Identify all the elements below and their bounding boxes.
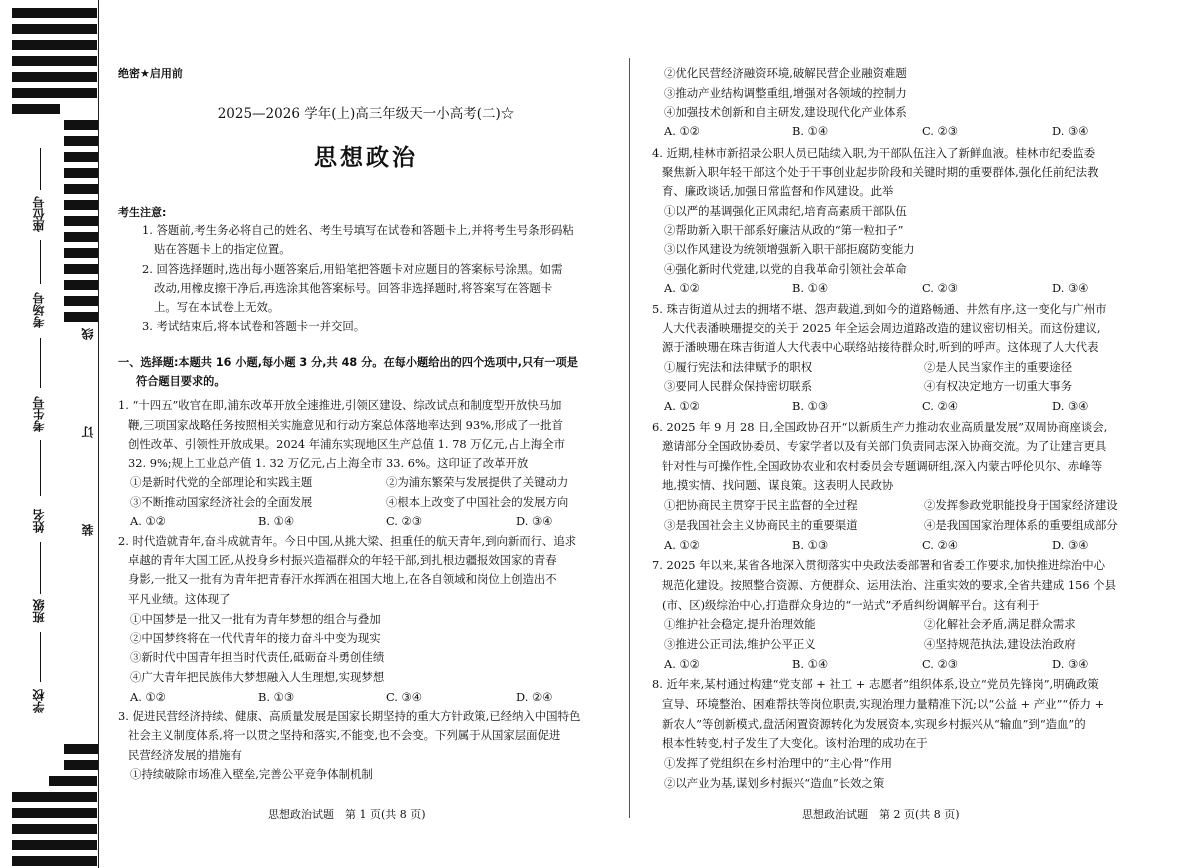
answer-choice: B. ①④ bbox=[258, 514, 295, 528]
notice-line: 上。写在本试卷上无效。 bbox=[154, 300, 280, 314]
subject-title: 思想政治 bbox=[314, 145, 418, 171]
question-7-stem: 规范化建设。按照整合资源、方便群众、运用法治、注重实效的要求,全省共建成 156 个县 bbox=[662, 578, 1117, 592]
fill-line bbox=[40, 338, 41, 388]
answer-choice: A. ①② bbox=[130, 514, 166, 528]
question-1-option: ③不断推动国家经济社会的全面发展 bbox=[130, 495, 313, 509]
binding-bar bbox=[64, 760, 98, 770]
question-1-option: ②为浦东繁荣与发展提供了关键动力 bbox=[386, 475, 569, 489]
question-8-option: ①发挥了党组织在乡村治理中的“主心骨”作用 bbox=[664, 756, 893, 770]
question-7-stem: (市、区)级综治中心,打造群众身边的“一站式”矛盾纠纷调解平台。这有利于 bbox=[662, 598, 1040, 612]
question-8-stem: 根本性转变,村子发生了大变化。该村治理的成功在于 bbox=[662, 736, 928, 750]
binding-bar bbox=[12, 840, 97, 850]
question-4-option: ②帮助新入职干部系好廉洁从政的“第一粒扣子” bbox=[664, 223, 904, 237]
question-4-option: ①以严的基调强化正风肃纪,培育高素质干部队伍 bbox=[664, 204, 907, 218]
answer-choice: C. ②③ bbox=[922, 657, 958, 671]
answer-choice: B. ①③ bbox=[258, 690, 295, 704]
answer-choice: D. ③④ bbox=[1052, 657, 1089, 671]
page-footer: 思想政治试题 第 2 页(共 8 页) bbox=[802, 808, 960, 821]
fill-line bbox=[40, 148, 41, 190]
question-6-option: ①把协商民主贯穿于民主监督的全过程 bbox=[664, 498, 858, 512]
answer-choice: A. ①② bbox=[664, 538, 700, 552]
answer-choice: D. ③④ bbox=[1052, 538, 1089, 552]
question-5-stem: 人大代表潘映珊提交的关于 2025 年全运会周边道路改造的建议密切相关。而这份建议, bbox=[662, 321, 1101, 335]
question-5-option: ③要同人民群众保持密切联系 bbox=[664, 379, 813, 393]
question-4-option: ④强化新时代党建,以党的自我革命引领社会革命 bbox=[664, 262, 907, 276]
binding-bar bbox=[12, 24, 97, 34]
question-8-option: ②以产业为基,谋划乡村振兴“造血”长效之策 bbox=[664, 776, 885, 790]
answer-choice: A. ①② bbox=[664, 657, 700, 671]
seat-number-label: 座位号 bbox=[32, 196, 46, 232]
seal-word-order: 订 bbox=[81, 426, 95, 438]
notice-line: 贴在答题卡上的指定位置。 bbox=[154, 242, 291, 256]
question-7-option: ②化解社会矛盾,满足群众需求 bbox=[924, 617, 1076, 631]
binding-bar bbox=[64, 184, 98, 194]
binding-bar bbox=[12, 40, 97, 50]
page-divider bbox=[629, 58, 630, 818]
question-3-option: ①持续破除市场准入壁垒,完善公平竞争体制机制 bbox=[130, 767, 373, 781]
binding-bar bbox=[49, 776, 97, 786]
section-heading: 一、选择题:本题共 16 小题,每小题 3 分,共 48 分。在每小题给出的四个选项中,只有一项是 bbox=[118, 356, 578, 369]
question-3-stem: 社会主义制度体系,将一以贯之坚持和落实,不能变,也不会变。下列属于从国家层面促进 bbox=[128, 728, 561, 742]
binding-bar bbox=[12, 824, 97, 834]
question-7-option: ①维护社会稳定,提升治理效能 bbox=[664, 617, 816, 631]
answer-choice: C. ②④ bbox=[922, 538, 958, 552]
answer-choice: D. ③④ bbox=[1052, 124, 1089, 138]
answer-choice: A. ①② bbox=[664, 399, 700, 413]
notice-line: 改动,用橡皮擦干净后,再选涂其他答案标号。回答非选择题时,将答案写在答题卡 bbox=[154, 281, 553, 295]
answer-choice: D. ③④ bbox=[1052, 281, 1089, 295]
class-label: 班级 bbox=[32, 599, 46, 623]
question-1-stem: 1. “十四五”收官在即,浦东改革开放全速推进,引领区建设、综改试点和制度型开放快马加 bbox=[118, 398, 562, 412]
question-5-option: ①履行宪法和法律赋予的职权 bbox=[664, 360, 813, 374]
candidate-number-label: 考生号 bbox=[32, 396, 46, 432]
binding-bar bbox=[12, 104, 60, 114]
binding-bar bbox=[64, 216, 98, 226]
question-2-option: ③新时代中国青年担当时代责任,砥砺奋斗勇创佳绩 bbox=[130, 650, 385, 664]
confidential-mark: 绝密★启用前 bbox=[118, 67, 183, 80]
fill-line bbox=[40, 632, 41, 682]
question-5-stem: 5. 珠吉街道从过去的拥堵不堪、怨声载道,到如今的道路畅通、井然有序,这一变化与广州市 bbox=[652, 302, 1107, 316]
answer-choice: B. ①④ bbox=[792, 124, 829, 138]
question-5-option: ④有权决定地方一切重大事务 bbox=[924, 379, 1073, 393]
question-4-stem: 4. 近期,桂林市新招录公职人员已陆续入职,为干部队伍注入了新鲜血液。桂林市纪委监委 bbox=[652, 146, 1096, 160]
answer-choice: B. ①③ bbox=[792, 538, 829, 552]
question-2-stem: 平凡业绩。这体现了 bbox=[128, 592, 231, 606]
binding-bar bbox=[64, 248, 98, 258]
binding-bar bbox=[64, 232, 98, 242]
question-6-stem: 针对性与可操作性,全国政协农业和农村委员会专题调研组,深入内蒙古呼伦贝尔、赤峰等 bbox=[662, 459, 1103, 473]
question-3-stem: 民营经济发展的措施有 bbox=[128, 748, 242, 762]
name-label: 姓名 bbox=[32, 509, 46, 533]
binding-bar bbox=[64, 744, 98, 754]
binding-bar bbox=[64, 136, 98, 146]
binding-bar bbox=[64, 168, 98, 178]
exam-title: 2025—2026 学年(上)高三年级天一小高考(二)☆ bbox=[217, 106, 515, 122]
question-2-option: ②中国梦终将在一代代青年的接力奋斗中变为现实 bbox=[130, 631, 381, 645]
question-3-option: ②优化民营经济融资环境,破解民营企业融资难题 bbox=[664, 66, 907, 80]
binding-bar bbox=[12, 72, 97, 82]
binding-bar bbox=[12, 792, 97, 802]
question-3-option: ③推动产业结构调整重组,增强对各领域的控制力 bbox=[664, 86, 907, 100]
binding-bar bbox=[12, 88, 97, 98]
binding-bar bbox=[64, 120, 98, 130]
question-1-stem: 32. 9%;规上工业总产值 1. 32 万亿元,占上海全市 33. 6%。这印证了改革开放 bbox=[128, 456, 529, 470]
answer-choice: D. ③④ bbox=[516, 514, 553, 528]
question-3-option: ④加强技术创新和自主研发,建设现代化产业体系 bbox=[664, 105, 907, 119]
question-6-option: ②发挥参政党职能投身于国家经济建设 bbox=[924, 498, 1118, 512]
binding-edge-line bbox=[98, 0, 99, 868]
question-2-option: ④广大青年把民族伟大梦想融入人生理想,实现梦想 bbox=[130, 670, 385, 684]
question-8-stem: 宣导、环境整治、困难帮扶等岗位职责,实现治理力量精准下沉;以“公益 + 产业”“侨力 + bbox=[662, 697, 1105, 711]
answer-choice: C. ③④ bbox=[386, 690, 422, 704]
question-2-option: ①中国梦是一批又一批有为青年梦想的组合与叠加 bbox=[130, 612, 381, 626]
question-1-option: ④根本上改变了中国社会的发展方向 bbox=[386, 495, 569, 509]
question-5-option: ②是人民当家作主的重要途径 bbox=[924, 360, 1073, 374]
question-8-stem: 8. 近年来,某村通过构建“党支部 + 社工 + 志愿者”组织体系,设立“党员先锋岗”,明确政策 bbox=[652, 677, 1099, 691]
question-6-option: ③是我国社会主义协商民主的重要渠道 bbox=[664, 518, 858, 532]
exam-room-label: 考场号 bbox=[32, 292, 46, 328]
binding-bar bbox=[12, 808, 97, 818]
seal-word-bind: 装 bbox=[81, 524, 95, 536]
notice-heading: 考生注意: bbox=[118, 206, 167, 219]
fill-line bbox=[40, 240, 41, 284]
answer-choice: D. ③④ bbox=[1052, 399, 1089, 413]
binding-bar bbox=[12, 856, 97, 866]
binding-bar bbox=[12, 56, 97, 66]
question-4-stem: 聚焦新入职年轻干部这个处于干事创业起步阶段和关键时期的重要群体,强化任前纪法教 bbox=[662, 165, 1099, 179]
question-4-stem: 育、廉政谈话,加强日常监督和作风建设。此举 bbox=[662, 184, 894, 198]
answer-choice: C. ②③ bbox=[922, 281, 958, 295]
question-7-option: ④坚持规范执法,建设法治政府 bbox=[924, 637, 1076, 651]
answer-choice: A. ①② bbox=[664, 281, 700, 295]
school-label: 学校 bbox=[32, 689, 46, 713]
question-2-stem: 2. 时代造就青年,奋斗成就青年。今日中国,从挑大梁、担重任的航天青年,到向新而行、追求 bbox=[118, 534, 577, 548]
question-1-stem: 鞭,三项国家战略任务按照相关实施意见和行动方案总体落地率达到 93%,形成了一批首 bbox=[128, 418, 563, 432]
question-3-stem: 3. 促进民营经济持续、健康、高质量发展是国家长期坚持的重大方针政策,已经纳入中国特色 bbox=[118, 709, 581, 723]
page-footer: 思想政治试题 第 1 页(共 8 页) bbox=[268, 808, 426, 821]
binding-bar bbox=[12, 8, 97, 18]
question-5-stem: 源于潘映珊在珠吉街道人大代表中心联络站接待群众时,听到的呼声。这体现了人大代表 bbox=[662, 340, 1099, 354]
question-2-stem: 卓越的青年大国工匠,从投身乡村振兴造福群众的年轻干部,到扎根边疆报效国家的青春 bbox=[128, 553, 557, 567]
section-heading-cont: 符合题目要求的。 bbox=[136, 375, 226, 388]
question-7-stem: 7. 2025 年以来,某省各地深入贯彻落实中央政法委部署和省委工作要求,加快推进综治中心 bbox=[652, 558, 1106, 572]
seal-word-line: 线 bbox=[81, 328, 95, 340]
question-4-option: ③以作风建设为统领增强新入职干部拒腐防变能力 bbox=[664, 242, 915, 256]
fill-line bbox=[40, 542, 41, 594]
notice-line: 3. 考试结束后,将本试卷和答题卡一并交回。 bbox=[142, 319, 366, 333]
binding-bar bbox=[64, 264, 98, 274]
question-6-stem: 地,摸实情、找问题、谋良策。这表明人民政协 bbox=[662, 478, 894, 492]
answer-choice: B. ①③ bbox=[792, 399, 829, 413]
answer-choice: B. ①④ bbox=[792, 281, 829, 295]
question-1-stem: 创性改革、引领性开放成果。2024 年浦东实现地区生产总值 1. 78 万亿元,占上海全市 bbox=[128, 437, 565, 451]
binding-bar bbox=[64, 296, 98, 306]
answer-choice: A. ①② bbox=[130, 690, 166, 704]
fill-line bbox=[40, 440, 41, 496]
binding-bar bbox=[64, 280, 98, 290]
question-2-stem: 身影,一批又一批有为青年把青春汗水挥洒在祖国大地上,在各自领域和岗位上创造出不 bbox=[128, 572, 557, 586]
question-6-stem: 邀请部分全国政协委员、专家学者以及有关部门负责同志深入协商交流。为了让建言更具 bbox=[662, 439, 1107, 453]
answer-choice: C. ②④ bbox=[922, 399, 958, 413]
notice-line: 1. 答题前,考生务必将自己的姓名、考生号填写在试卷和答题卡上,并将考生号条形码粘 bbox=[142, 223, 574, 237]
answer-choice: A. ①② bbox=[664, 124, 700, 138]
question-8-stem: 新农人”等创新模式,盘活闲置资源转化为发展资本,实现乡村振兴从“输血”到“造血”的 bbox=[662, 717, 1086, 731]
answer-choice: C. ②③ bbox=[386, 514, 422, 528]
answer-choice: C. ②③ bbox=[922, 124, 958, 138]
binding-bar bbox=[64, 200, 98, 210]
question-7-option: ③推进公正司法,维护公平正义 bbox=[664, 637, 816, 651]
binding-bar bbox=[64, 312, 98, 322]
question-6-option: ④是我国国家治理体系的重要组成部分 bbox=[924, 518, 1118, 532]
notice-line: 2. 回答选择题时,选出每小题答案后,用铅笔把答题卡对应题目的答案标号涂黑。如需 bbox=[142, 262, 563, 276]
answer-choice: B. ①④ bbox=[792, 657, 829, 671]
answer-choice: D. ②④ bbox=[516, 690, 553, 704]
question-1-option: ①是新时代党的全部理论和实践主题 bbox=[130, 475, 313, 489]
question-6-stem: 6. 2025 年 9 月 28 日,全国政协召开“以新质生产力推动农业高质量发展”双周协商座谈会, bbox=[652, 420, 1108, 434]
binding-bar bbox=[64, 152, 98, 162]
